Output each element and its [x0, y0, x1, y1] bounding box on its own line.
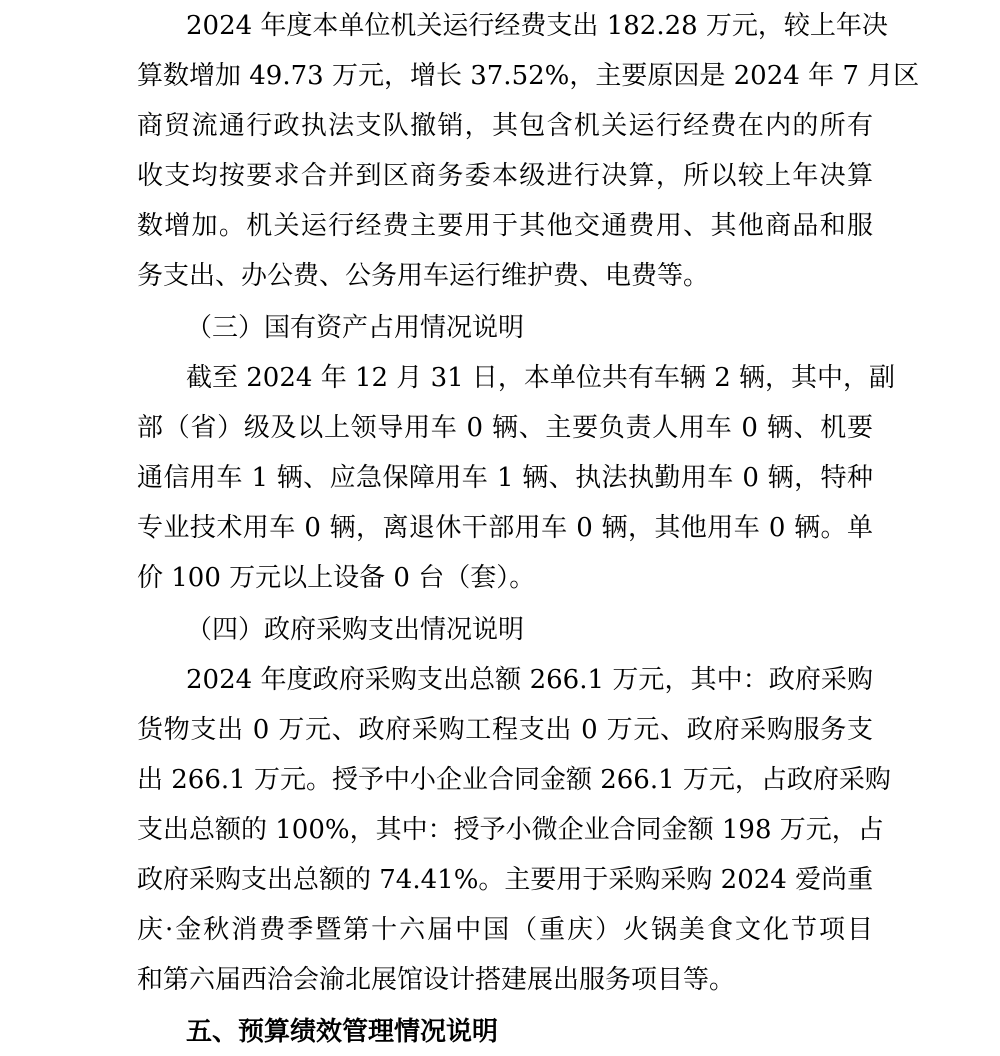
- paragraph-line: 政府采购支出总额的 74.41%。主要用于采购采购 2024 爱尚重: [137, 865, 874, 895]
- paragraph-line: 2024 年度本单位机关运行经费支出 182.28 万元，较上年决: [186, 11, 888, 41]
- paragraph-line: 商贸流通行政执法支队撤销，其包含机关运行经费在内的所有: [137, 111, 873, 141]
- paragraph-line: 货物支出 0 万元、政府采购工程支出 0 万元、政府采购服务支: [137, 715, 873, 745]
- paragraph-line: 务支出、办公费、公务用车运行维护费、电费等。: [137, 261, 710, 291]
- paragraph-line: 2024 年度政府采购支出总额 266.1 万元，其中：政府采购: [186, 665, 873, 695]
- paragraph-line: 价 100 万元以上设备 0 台（套）。: [137, 563, 536, 593]
- paragraph-line: 和第六届西洽会渝北展馆设计搭建展出服务项目等。: [137, 965, 736, 995]
- paragraph-line: 收支均按要求合并到区商务委本级进行决算，所以较上年决算: [137, 161, 873, 191]
- paragraph-line: 专业技术用车 0 辆，离退休干部用车 0 辆，其他用车 0 辆。单: [137, 513, 873, 543]
- paragraph-line: 庆·金秋消费季暨第十六届中国（重庆）火锅美食文化节项目: [137, 915, 873, 945]
- paragraph-line: 数增加。机关运行经费主要用于其他交通费用、其他商品和服: [137, 211, 873, 241]
- paragraph-line: 通信用车 1 辆、应急保障用车 1 辆、执法执勤用车 0 辆，特种: [137, 463, 873, 493]
- paragraph-line: 部（省）级及以上领导用车 0 辆、主要负责人用车 0 辆、机要: [137, 413, 873, 443]
- paragraph-line: 截至 2024 年 12 月 31 日，本单位共有车辆 2 辆，其中，副: [186, 363, 895, 393]
- paragraph-line: 出 266.1 万元。授予中小企业合同金额 266.1 万元，占政府采购: [137, 765, 891, 795]
- section-heading: （四）政府采购支出情况说明: [186, 615, 525, 645]
- paragraph-line: 算数增加 49.73 万元，增长 37.52%，主要原因是 2024 年 7 月区: [137, 61, 920, 91]
- section-heading: 五、预算绩效管理情况说明: [186, 1017, 499, 1047]
- section-heading: （三）国有资产占用情况说明: [186, 313, 525, 343]
- paragraph-line: 支出总额的 100%，其中：授予小微企业合同金额 198 万元，占: [137, 815, 884, 845]
